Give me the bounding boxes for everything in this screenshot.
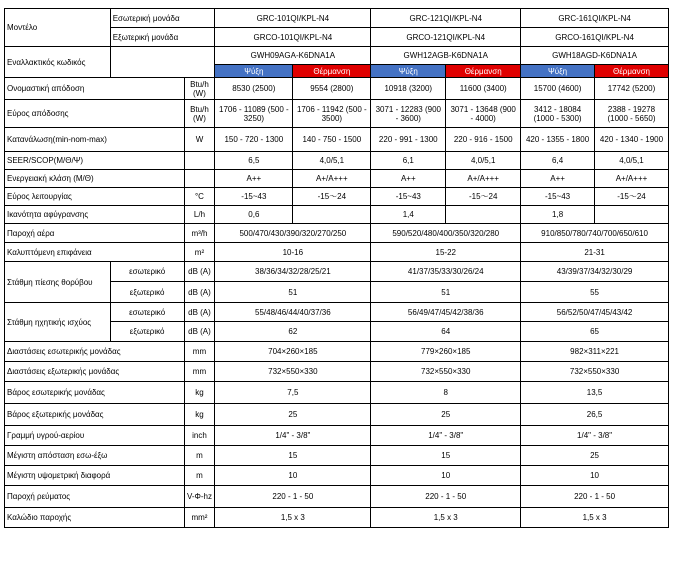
outdoor-model-3: GRCO-161QI/KPL-N4	[521, 28, 669, 47]
max-height-value: 10	[521, 466, 669, 486]
indoor-model-3: GRC-161QI/KPL-N4	[521, 9, 669, 28]
dim-out-value: 732×550×330	[215, 362, 371, 382]
area-value: 10-16	[215, 243, 371, 262]
oprange-value: -15~43	[371, 188, 446, 206]
pipes-unit: inch	[184, 426, 215, 446]
consumption-value: 150 - 720 - 1300	[215, 128, 293, 152]
airflow-unit: m³/h	[184, 224, 215, 243]
power-outdoor-unit: dB (A)	[184, 322, 215, 342]
dim-in-unit: mm	[184, 342, 215, 362]
capacity-unit: Btu/h (W)	[184, 78, 215, 100]
range-value: 2388 - 19278 (1000 - 5650)	[595, 100, 669, 128]
max-dist-label: Μέγιστη απόσταση εσω-έξω	[5, 446, 185, 466]
oprange-value: -15～24	[446, 188, 521, 206]
pipes-label: Γραμμή υγρού-αερίου	[5, 426, 185, 446]
pressure-indoor-value: 43/39/37/34/32/30/29	[521, 262, 669, 282]
pipes-value: 1/4" - 3/8"	[371, 426, 521, 446]
heating-header-2: Θέρμανση	[446, 65, 521, 78]
dim-out-unit: mm	[184, 362, 215, 382]
supply-value: 220 - 1 - 50	[215, 486, 371, 508]
consumption-label: Κατανάλωση(min-nom-max)	[5, 128, 185, 152]
weight-out-value: 26,5	[521, 404, 669, 426]
max-dist-value: 15	[215, 446, 371, 466]
pressure-indoor-label: εσωτερικό	[110, 262, 184, 282]
outdoor-model-2: GRCO-121QI/KPL-N4	[371, 28, 521, 47]
oprange-unit: °C	[184, 188, 215, 206]
energy-value: A+/A+++	[293, 170, 371, 188]
airflow-value: 910/850/780/740/700/650/610	[521, 224, 669, 243]
capacity-label: Ονομαστική απόδοση	[5, 78, 185, 100]
heating-header-3: Θέρμανση	[595, 65, 669, 78]
power-outdoor-value: 64	[371, 322, 521, 342]
max-height-unit: m	[184, 466, 215, 486]
supply-value: 220 - 1 - 50	[371, 486, 521, 508]
seer-unit	[184, 152, 215, 170]
row-dehumidification	[5, 206, 669, 224]
weight-out-unit: kg	[184, 404, 215, 426]
row-max-distance	[5, 446, 669, 466]
oprange-value: -15~43	[215, 188, 293, 206]
seer-value: 6,5	[215, 152, 293, 170]
area-value: 21-31	[521, 243, 669, 262]
oprange-value: -15～24	[595, 188, 669, 206]
indoor-unit-label: Εσωτερική μονάδα	[110, 9, 215, 28]
cable-value: 1,5 x 3	[371, 508, 521, 528]
dim-out-value: 732×550×330	[371, 362, 521, 382]
dehum-value: 1,4	[371, 206, 446, 224]
consumption-value: 220 - 916 - 1500	[446, 128, 521, 152]
seer-value: 6,4	[521, 152, 595, 170]
weight-in-value: 13,5	[521, 382, 669, 404]
supply-unit: V-Φ-hz	[184, 486, 215, 508]
dim-in-value: 982×311×221	[521, 342, 669, 362]
dim-in-value: 704×260×185	[215, 342, 371, 362]
weight-in-unit: kg	[184, 382, 215, 404]
dehum-label: Ικανότητα αφύγρανσης	[5, 206, 185, 224]
consumption-unit: W	[184, 128, 215, 152]
range-value: 1706 - 11942 (500 - 3500)	[293, 100, 371, 128]
power-label: Στάθμη ηχητικής ισχύος	[5, 303, 111, 342]
indoor-model-2: GRC-121QI/KPL-N4	[371, 9, 521, 28]
row-cable	[5, 508, 669, 528]
weight-in-value: 7,5	[215, 382, 371, 404]
dehum-value: 1,8	[521, 206, 595, 224]
energy-label: Ενεργειακή κλάση (Μ/Θ)	[5, 170, 185, 188]
energy-value: A++	[521, 170, 595, 188]
weight-out-label: Βάρος εξωτερικής μονάδας	[5, 404, 185, 426]
range-value: 3071 - 13648 (900 - 4000)	[446, 100, 521, 128]
row-indoor-model	[5, 9, 669, 28]
indoor-model-1: GRC-101QI/KPL-N4	[215, 9, 371, 28]
weight-out-value: 25	[215, 404, 371, 426]
power-indoor-value: 56/52/50/47/45/43/42	[521, 303, 669, 322]
power-outdoor-label: εξωτερικό	[110, 322, 184, 342]
capacity-value: 15700 (4600)	[521, 78, 595, 100]
range-unit: Btu/h (W)	[184, 100, 215, 128]
seer-value: 4,0/5,1	[293, 152, 371, 170]
power-indoor-unit: dB (A)	[184, 303, 215, 322]
row-seer	[5, 152, 669, 170]
energy-value: A+/A+++	[446, 170, 521, 188]
max-dist-unit: m	[184, 446, 215, 466]
dim-in-value: 779×260×185	[371, 342, 521, 362]
alt-code-1: GWH09AGA-K6DNA1A	[215, 47, 371, 65]
row-alt-code	[5, 47, 669, 65]
cable-label: Καλώδιο παροχής	[5, 508, 185, 528]
range-value: 1706 - 11089 (500 - 3250)	[215, 100, 293, 128]
range-label: Εύρος απόδοσης	[5, 100, 185, 128]
cable-value: 1,5 x 3	[521, 508, 669, 528]
area-label: Καλυπτόμενη επιφάνεια	[5, 243, 185, 262]
alt-code-2: GWH12AGB-K6DNA1A	[371, 47, 521, 65]
power-outdoor-value: 62	[215, 322, 371, 342]
seer-label: SEER/SCOP(Μ/Θ/Ψ)	[5, 152, 185, 170]
seer-value: 6,1	[371, 152, 446, 170]
energy-value: A+/A+++	[595, 170, 669, 188]
row-area	[5, 243, 669, 262]
pressure-outdoor-value: 51	[215, 282, 371, 303]
max-dist-value: 15	[371, 446, 521, 466]
pressure-outdoor-unit: dB (A)	[184, 282, 215, 303]
row-pressure-indoor	[5, 262, 669, 282]
power-outdoor-value: 65	[521, 322, 669, 342]
cooling-header-1: Ψύξη	[215, 65, 293, 78]
seer-value: 4,0/5,1	[446, 152, 521, 170]
oprange-label: Εύρος λειτουργίας	[5, 188, 185, 206]
row-power-supply	[5, 486, 669, 508]
max-dist-value: 25	[521, 446, 669, 466]
dehum-blank	[293, 206, 371, 224]
weight-out-value: 25	[371, 404, 521, 426]
area-value: 15-22	[371, 243, 521, 262]
max-height-value: 10	[215, 466, 371, 486]
weight-in-label: Βάρος εσωτερικής μονάδας	[5, 382, 185, 404]
pressure-outdoor-value: 51	[371, 282, 521, 303]
consumption-value: 420 - 1340 - 1900	[595, 128, 669, 152]
seer-value: 4,0/5,1	[595, 152, 669, 170]
consumption-value: 140 - 750 - 1500	[293, 128, 371, 152]
row-consumption	[5, 128, 669, 152]
pipes-value: 1/4" - 3/8"	[521, 426, 669, 446]
capacity-value: 11600 (3400)	[446, 78, 521, 100]
power-indoor-value: 55/48/46/44/40/37/36	[215, 303, 371, 322]
max-height-value: 10	[371, 466, 521, 486]
pressure-outdoor-value: 55	[521, 282, 669, 303]
row-dim-outdoor	[5, 362, 669, 382]
dehum-value: 0,6	[215, 206, 293, 224]
weight-in-value: 8	[371, 382, 521, 404]
row-max-height	[5, 466, 669, 486]
capacity-value: 8530 (2500)	[215, 78, 293, 100]
power-indoor-value: 56/49/47/45/42/38/36	[371, 303, 521, 322]
row-weight-outdoor	[5, 404, 669, 426]
dim-in-label: Διαστάσεις εσωτερικής μονάδας	[5, 342, 185, 362]
pressure-outdoor-label: εξωτερικό	[110, 282, 184, 303]
oprange-value: -15~43	[521, 188, 595, 206]
range-value: 3071 - 12283 (900 - 3600)	[371, 100, 446, 128]
dehum-unit: L/h	[184, 206, 215, 224]
row-capacity	[5, 78, 669, 100]
outdoor-unit-label: Εξωτερική μονάδα	[110, 28, 215, 47]
capacity-value: 17742 (5200)	[595, 78, 669, 100]
oprange-value: -15～24	[293, 188, 371, 206]
heating-header-1: Θέρμανση	[293, 65, 371, 78]
row-dim-indoor	[5, 342, 669, 362]
dim-out-value: 732×550×330	[521, 362, 669, 382]
pressure-indoor-value: 41/37/35/33/30/26/24	[371, 262, 521, 282]
outdoor-model-1: GRCO-101QI/KPL-N4	[215, 28, 371, 47]
energy-value: A++	[371, 170, 446, 188]
row-power-indoor	[5, 303, 669, 322]
dehum-blank	[595, 206, 669, 224]
cooling-header-2: Ψύξη	[371, 65, 446, 78]
row-operating-range	[5, 188, 669, 206]
row-pipes	[5, 426, 669, 446]
range-value: 3412 - 18084 (1000 - 5300)	[521, 100, 595, 128]
cable-value: 1,5 x 3	[215, 508, 371, 528]
energy-unit	[184, 170, 215, 188]
pipes-value: 1/4" - 3/8"	[215, 426, 371, 446]
airflow-label: Παροχή αέρα	[5, 224, 185, 243]
row-energy-class	[5, 170, 669, 188]
cable-unit: mm²	[184, 508, 215, 528]
spec-table	[4, 8, 669, 528]
pressure-indoor-value: 38/36/34/32/28/25/21	[215, 262, 371, 282]
row-range	[5, 100, 669, 128]
supply-value: 220 - 1 - 50	[521, 486, 669, 508]
area-unit: m²	[184, 243, 215, 262]
cooling-header-3: Ψύξη	[521, 65, 595, 78]
consumption-value: 420 - 1355 - 1800	[521, 128, 595, 152]
alt-code-label: Εναλλακτικός κωδικός	[5, 47, 111, 78]
consumption-value: 220 - 991 - 1300	[371, 128, 446, 152]
airflow-value: 590/520/480/400/350/320/280	[371, 224, 521, 243]
pressure-indoor-unit: dB (A)	[184, 262, 215, 282]
max-height-label: Μέγιστη υψομετρική διαφορά	[5, 466, 185, 486]
dehum-blank	[446, 206, 521, 224]
power-indoor-label: εσωτερικό	[110, 303, 184, 322]
supply-label: Παροχή ρεύματος	[5, 486, 185, 508]
airflow-value: 500/470/430/390/320/270/250	[215, 224, 371, 243]
alt-code-3: GWH18AGD-K6DNA1A	[521, 47, 669, 65]
row-weight-indoor	[5, 382, 669, 404]
capacity-value: 9554 (2800)	[293, 78, 371, 100]
energy-value: A++	[215, 170, 293, 188]
alt-code-blank	[110, 47, 215, 78]
row-airflow	[5, 224, 669, 243]
dim-out-label: Διαστάσεις εξωτερικής μονάδας	[5, 362, 185, 382]
capacity-value: 10918 (3200)	[371, 78, 446, 100]
pressure-label: Στάθμη πίεσης θορύβου	[5, 262, 111, 303]
model-label: Μοντέλο	[5, 9, 111, 47]
